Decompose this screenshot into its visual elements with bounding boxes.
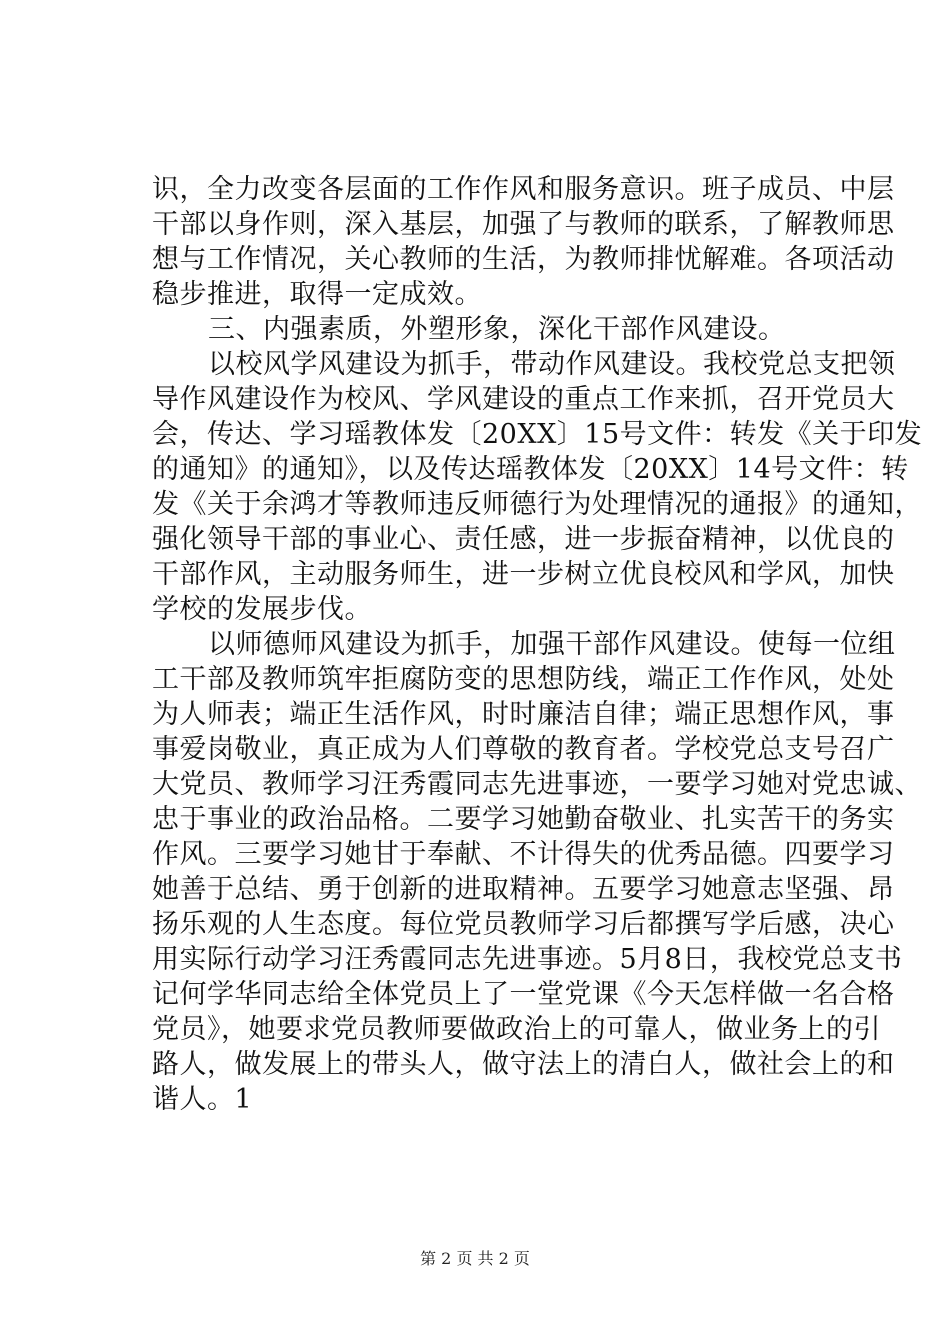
text-line: 记何学华同志给全体党员上了一堂党课《今天怎样做一名合格 [152, 979, 895, 1010]
text-line: 发《关于余鸿才等教师违反师德行为处理情况的通报》的通知， [152, 489, 922, 520]
text-line: 路人，做发展上的带头人，做守法上的清白人，做社会上的和 [152, 1049, 895, 1080]
text-line: 学校的发展步伐。 [152, 594, 372, 625]
text-line: 谐人。1 [152, 1084, 253, 1115]
text-line: 作风。三要学习她甘于奉献、不计得失的优秀品德。四要学习 [152, 839, 895, 870]
text-line: 她善于总结、勇于创新的进取精神。五要学习她意志坚强、昂 [152, 874, 895, 905]
text-line: 识，全力改变各层面的工作作风和服务意识。班子成员、中层 [152, 174, 895, 205]
text-line: 的通知》的通知》，以及传达瑶教体发〔20XX〕14号文件：转 [152, 454, 909, 485]
text-line: 会，传达、学习瑶教体发〔20XX〕15号文件：转发《关于印发 [152, 419, 923, 450]
text-line: 想与工作情况，关心教师的生活，为教师排忧解难。各项活动 [152, 244, 895, 275]
section-heading: 三、内强素质，外塑形象，深化干部作风建设。 [208, 314, 786, 345]
text-line: 大党员、教师学习汪秀霞同志先进事迹，一要学习她对党忠诚、 [152, 769, 922, 800]
text-line: 强化领导干部的事业心、责任感，进一步振奋精神，以优良的 [152, 524, 895, 555]
text-line: 事爱岗敬业，真正成为人们尊敬的教育者。学校党总支号召广 [152, 734, 895, 765]
page-number-label: 第 2 页 共 2 页 [420, 1249, 530, 1268]
text-line: 以校风学风建设为抓手，带动作风建设。我校党总支把领 [208, 349, 896, 380]
text-line: 扬乐观的人生态度。每位党员教师学习后都撰写学后感，决心 [152, 909, 895, 940]
text-line: 导作风建设作为校风、学风建设的重点工作来抓，召开党员大 [152, 384, 895, 415]
text-line: 工干部及教师筑牢拒腐防变的思想防线，端正工作作风，处处 [152, 664, 895, 695]
text-line: 为人师表；端正生活作风，时时廉洁自律；端正思想作风，事 [152, 699, 895, 730]
text-line: 干部以身作则，深入基层，加强了与教师的联系，了解教师思 [152, 209, 895, 240]
text-line: 党员》，她要求党员教师要做政治上的可靠人，做业务上的引 [152, 1014, 881, 1045]
text-line: 以师德师风建设为抓手，加强干部作风建设。使每一位组 [208, 629, 896, 660]
text-line: 干部作风，主动服务师生，进一步树立优良校风和学风，加快 [152, 559, 895, 590]
text-line: 稳步推进，取得一定成效。 [152, 279, 482, 310]
text-line: 忠于事业的政治品格。二要学习她勤奋敬业、扎实苦干的务实 [152, 804, 895, 835]
document-body [152, 172, 923, 1117]
page-footer [0, 1246, 950, 1269]
text-line: 用实际行动学习汪秀霞同志先进事迹。5月8日，我校党总支书 [152, 944, 903, 975]
